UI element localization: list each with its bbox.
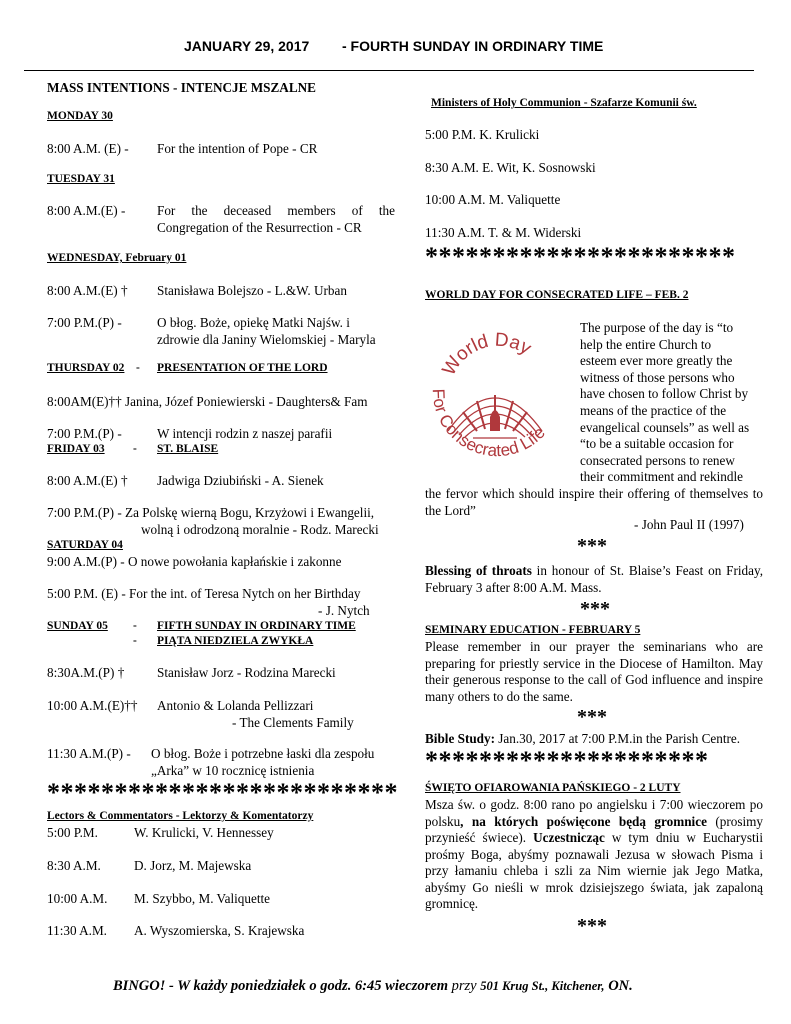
- wed2-time: 7:00 P.M.(P) -: [47, 315, 122, 330]
- seminary-heading: SEMINARY EDUCATION - FEBRUARY 5: [425, 624, 641, 636]
- fri2-line-2: wolną i odrodzoną moralnie - Rodz. Marecki: [141, 522, 379, 537]
- header-title: - FOURTH SUNDAY IN ORDINARY TIME: [342, 38, 604, 54]
- lector-names-1: W. Krulicki, V. Hennessey: [134, 825, 274, 840]
- minister-2: 8:30 A.M. E. Wit, K. Sosnowski: [425, 160, 596, 175]
- lector-names-3: M. Szybbo, M. Valiquette: [134, 891, 271, 906]
- wdcl-attribution: - John Paul II (1997): [634, 517, 744, 532]
- day-sunday: SUNDAY 05: [47, 620, 108, 632]
- wdcl-line-1: The purpose of the day is “to: [580, 320, 734, 335]
- day-wednesday: WEDNESDAY, February 01: [47, 252, 187, 264]
- fri-feast: ST. BLAISE: [157, 443, 219, 455]
- day-thursday: THURSDAY 02: [47, 362, 125, 374]
- sun2-text: Antonio & Lolanda Pellizzari: [157, 698, 314, 713]
- swieto-paragraph: [425, 797, 763, 913]
- logo-text-bottom: For Consecrated Life: [428, 388, 549, 461]
- separator-3: ***: [577, 706, 607, 728]
- wdcl-continuation: the fervor which should inspire their offering of themselves to the Lord”: [425, 486, 763, 518]
- bingo-on: ON.: [604, 978, 633, 994]
- seminary-text: Please remember in our prayer the seminarians who are preparing for priestly service in the Diocese of Hamilton. May their generous response to the call of God influence and inspire many others to do the same.: [425, 639, 763, 704]
- day-monday: MONDAY 30: [47, 110, 113, 122]
- lector-time-4: 11:30 A.M.: [47, 923, 107, 938]
- header-date: JANUARY 29, 2017: [184, 38, 310, 54]
- swieto-p1-bold: , na których poświęcone będą gromnice: [460, 813, 707, 829]
- wdcl-line-2: help the entire Church to: [580, 336, 712, 352]
- swieto-heading: ŚWIĘTO OFIAROWANIA PAŃSKIEGO - 2 LUTY: [425, 782, 681, 794]
- sun-feast-2: PIĄTA NIEDZIELA ZWYKŁA: [157, 635, 314, 647]
- sun2-by: - The Clements Family: [232, 715, 354, 730]
- mon-time: 8:00 A.M. (E) -: [47, 141, 129, 156]
- bingo-text: BINGO! - W każdy poniedziałek o godz. 6:45 wieczorem: [113, 978, 448, 994]
- sat1: 9:00 A.M.(P) - O nowe powołania kapłańskie i zakonne: [47, 554, 342, 569]
- right-stars-divider-1: ***********************: [425, 242, 736, 271]
- bible-bold: Bible Study:: [425, 731, 495, 746]
- swieto-p1: Msza św. o godz. 8:00 rano po angielsku i 7:00 wieczorem po polsku: [425, 797, 763, 829]
- sun2-time: 10:00 A.M.(E)††: [47, 698, 138, 713]
- lector-names-4: A. Wyszomierska, S. Krajewska: [134, 923, 305, 938]
- fri1-time: 8:00 A.M.(E) †: [47, 473, 128, 488]
- fri2-line-1: 7:00 P.M.(P) - Za Polskę wierną Bogu, Krzyżowi i Ewangelii,: [47, 505, 375, 520]
- minister-1: 5:00 P.M. K. Krulicki: [425, 127, 540, 142]
- day-tuesday: TUESDAY 31: [47, 173, 115, 185]
- wed1-time: 8:00 A.M.(E) †: [47, 283, 128, 298]
- wdcl-text-block: [580, 320, 749, 486]
- sat2-by: - J. Nytch: [318, 603, 370, 618]
- wdcl-line-10: their commitment and rekindle: [580, 469, 743, 485]
- sun3-time: 11:30 A.M.(P) -: [47, 746, 131, 761]
- blessing-rest: in honour of St. Blaise’s Feast on Friday, February 3 after 8:00 A.M. Mass.: [425, 563, 763, 595]
- sun-feast-1: FIFTH SUNDAY IN ORDINARY TIME: [157, 620, 356, 632]
- fri-dash: -: [133, 443, 137, 455]
- right-stars-divider-2: *********************: [425, 746, 709, 775]
- wdcl-heading: WORLD DAY FOR CONSECRATED LIFE – FEB. 2: [425, 289, 689, 301]
- minister-3: 10:00 A.M. M. Valiquette: [425, 192, 561, 207]
- thu-dash: -: [136, 362, 140, 374]
- bible-study-line: [425, 731, 740, 747]
- separator-2: ***: [580, 598, 610, 620]
- wdcl-line-6: means of the practice of the: [580, 402, 727, 418]
- sat2: 5:00 P.M. (E) - For the int. of Teresa Nytch on her Birthday: [47, 586, 361, 601]
- lector-time-2: 8:30 A.M.: [47, 858, 101, 873]
- swieto-p2-bold: Uczestnicząc: [533, 830, 605, 845]
- wdcl-line-4: witness of those persons who: [580, 369, 735, 385]
- wdcl-line-3: esteem ever more greatly the: [580, 353, 733, 369]
- day-friday: FRIDAY 03: [47, 443, 105, 455]
- separator-4: ***: [577, 915, 607, 937]
- separator-1: ***: [577, 535, 607, 557]
- wdcl-line-9: consecrated persons to renew: [580, 452, 735, 468]
- wed1-text: Stanisława Bolejszo - L.&W. Urban: [157, 283, 347, 298]
- tue-time: 8:00 A.M.(E) -: [47, 203, 126, 218]
- thu-feast: PRESENTATION OF THE LORD: [157, 362, 328, 374]
- left-stars-divider: **************************: [47, 778, 398, 807]
- fri1-text: Jadwiga Dziubiński - A. Sienek: [157, 473, 324, 488]
- bingo-address: 501 Krug St., Kitchener,: [480, 979, 605, 993]
- sun3-text-1: O błog. Boże i potrzebne łaski dla zespołu: [151, 746, 375, 761]
- sun3-text-2: „Arka” w 10 rocznicę istnienia: [151, 763, 315, 778]
- minister-4: 11:30 A.M. T. & M. Widerski: [425, 225, 582, 240]
- day-saturday: SATURDAY 04: [47, 539, 123, 551]
- sun-dash-1: -: [133, 620, 137, 632]
- bingo-przy: przy: [447, 978, 481, 994]
- wdcl-line-5: have chosen to follow Christ by: [580, 386, 749, 402]
- blessing-bold: Blessing of throats: [425, 563, 532, 578]
- thu1: 8:00AM(E)†† Janina, Józef Poniewierski - Daughters& Fam: [47, 394, 368, 409]
- footer-bingo: [113, 978, 633, 995]
- tue-text-2: Congregation of the Resurrection - CR: [157, 220, 362, 235]
- blessing-paragraph: [425, 563, 763, 596]
- wed2-text-2: zdrowie dla Janiny Wielomskiej - Maryla: [157, 332, 376, 347]
- mon-text: For the intention of Pope - CR: [157, 141, 318, 156]
- wdcl-line-7: evangelical counsels” as well as: [580, 419, 750, 435]
- thu2-time: 7:00 P.M.(P) -: [47, 426, 122, 441]
- ministers-heading: Ministers of Holy Communion - Szafarze Komunii św.: [431, 97, 697, 109]
- candle-flame-icon: [490, 410, 500, 431]
- header-rule: [24, 70, 754, 71]
- tue-text-1: For the deceased members of the: [157, 203, 395, 218]
- thu2-text: W intencji rodzin z naszej parafii: [157, 426, 333, 441]
- wed2-text-1: O błog. Boże, opiekę Matki Najśw. i: [157, 315, 350, 330]
- swieto-p2: w tym dniu w Eucharystii prośmy Boga, abyśmy poznawali Jezusa w słowach Pisma i przy łamaniu chleba i szli za Nim wiernie jak Jego Matka, abyśmy Go nieśli w mrok dzisiejszego świata, jak zapaloną gromnicę.: [425, 830, 763, 911]
- sun-dash-2: -: [133, 635, 137, 647]
- mass-intentions-heading: MASS INTENTIONS - INTENCJE MSZALNE: [47, 80, 316, 95]
- lector-names-2: D. Jorz, M. Majewska: [134, 858, 252, 873]
- sun1-time: 8:30A.M.(P) †: [47, 665, 125, 680]
- logo-text-top: World Day: [438, 329, 535, 380]
- lector-time-1: 5:00 P.M.: [47, 825, 98, 840]
- bible-rest: Jan.30, 2017 at 7:00 P.M.in the Parish Centre.: [495, 731, 741, 746]
- sun1-text: Stanisław Jorz - Rodzina Marecki: [157, 665, 336, 680]
- wdcl-line-8: “to be a suitable occasion for: [580, 436, 734, 452]
- lector-time-3: 10:00 A.M.: [47, 891, 108, 906]
- swieto-p1-end: (prosimy przynieść świece).: [425, 813, 763, 845]
- world-day-consecrated-life-logo: [421, 317, 569, 482]
- lectors-heading: Lectors & Commentators - Lektorzy & Komentatorzy: [47, 810, 314, 822]
